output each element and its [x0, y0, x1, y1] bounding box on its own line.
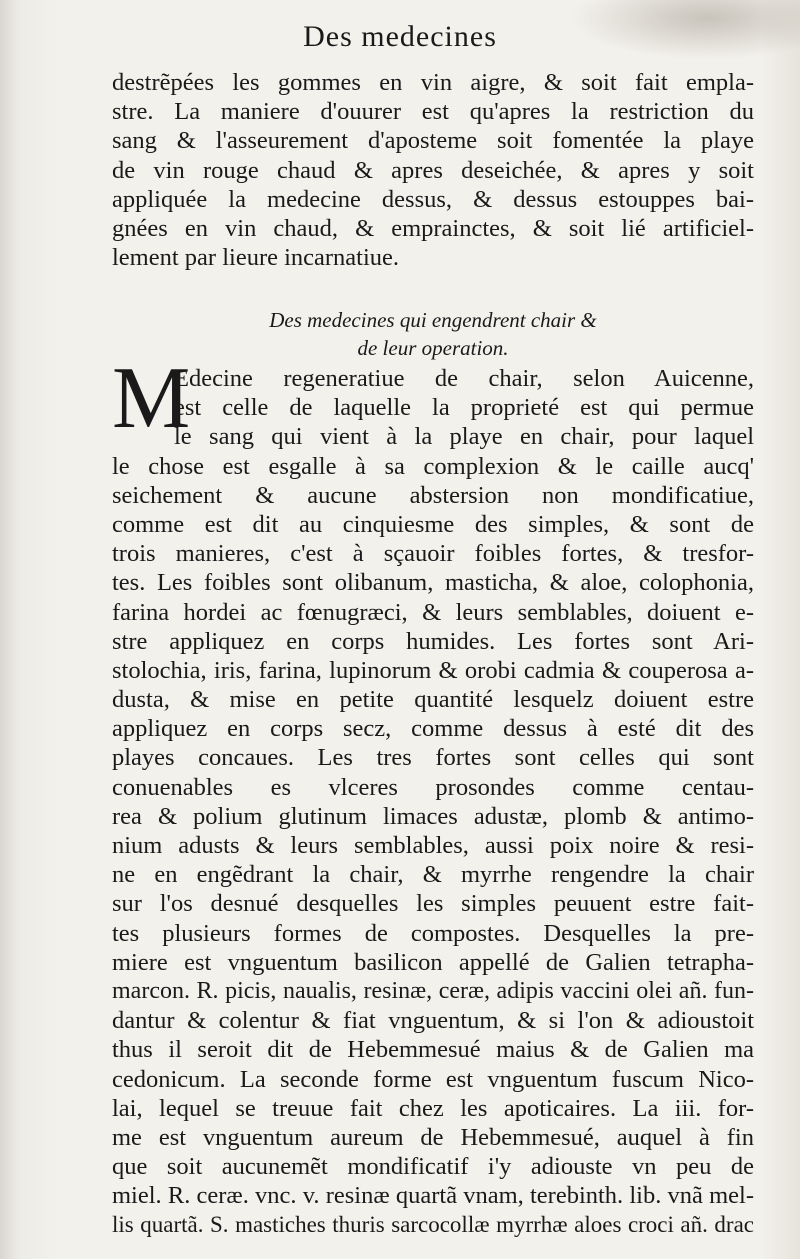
- text-line: farina hordei ac fœnugræci, & leurs semblables, doiuent e-: [112, 598, 754, 626]
- text-line: appliquez en corps secz, comme dessus à esté dit des: [112, 715, 754, 743]
- text-line: lai, lequel se treuue fait chez les apoticaires. La iii. for-: [112, 1094, 754, 1122]
- section-heading: [112, 306, 754, 362]
- section-heading-line: de leur operation.: [357, 336, 509, 360]
- text-line: tes. Les foibles sont olibanum, masticha, & aloe, colophonia,: [112, 569, 754, 597]
- text-line: rea & polium glutinum limaces adustæ, plomb & antimo-: [112, 802, 754, 830]
- text-line: stre. La maniere d'ouurer est qu'apres la restriction du: [112, 98, 754, 126]
- paragraph-1: [112, 68, 754, 272]
- running-head: Des medecines: [303, 20, 497, 53]
- text-line: sang & l'asseurement d'aposteme soit fomentée la playe: [112, 127, 754, 155]
- drop-cap: M: [112, 350, 191, 447]
- text-line: ne en engẽdrant la chair, & myrrhe rengendre la chair: [112, 861, 754, 889]
- text-line: dantur & colentur & fiat vnguentum, & si l'on & adioustoit: [112, 1007, 754, 1035]
- text-line: stre appliquez en corps humides. Les fortes sont Ari-: [112, 627, 754, 655]
- text-line: le chose est esgalle à sa complexion & le caille aucq': [112, 452, 754, 480]
- text-line: miel. R. ceræ. vnc. v. resinæ quartã vnam, terebinth. lib. vnã mel-: [112, 1182, 754, 1210]
- text-line: est celle de laquelle la proprieté est qui permue: [174, 394, 754, 422]
- text-line: lis quartã. S. mastiches thuris sarcocollæ myrrhæ aloes croci añ. drac: [112, 1212, 754, 1238]
- text-line: lement par lieure incarnatiue.: [112, 244, 400, 272]
- text-line: stolochia, iris, farina, lupinorum & orobi cadmia & couperosa a-: [112, 656, 754, 684]
- text-line: seichement & aucune abstersion non mondificatiue,: [112, 481, 754, 509]
- text-line: Edecine regeneratiue de chair, selon Auicenne,: [174, 365, 754, 392]
- text-line: trois manieres, c'est à sçauoir foibles fortes, & tresfor-: [112, 540, 754, 568]
- text-line: miere est vnguentum basilicon appellé de Galien tetrapha-: [112, 948, 754, 976]
- text-line: comme est dit au cinquiesme des simples, & sont de: [112, 510, 754, 538]
- text-line: thus il seroit dit de Hebemmesué maius & de Galien ma: [112, 1036, 754, 1064]
- text-line: conuenables es vlceres prosondes comme centau-: [112, 773, 754, 801]
- text-line: me est vnguentum aureum de Hebemmesué, auquel à fin: [112, 1123, 754, 1151]
- text-line: tes plusieurs formes de compostes. Desquelles la pre-: [112, 919, 754, 947]
- text-line: que soit aucunemẽt mondificatif i'y adiouste vn peu de: [112, 1153, 754, 1181]
- text-line: nium adusts & leurs semblables, aussi poix noire & resi-: [112, 832, 754, 859]
- text-line: appliquée la medecine dessus, & dessus estouppes bai-: [112, 185, 754, 213]
- text-line: le sang qui vient à la playe en chair, pour laquel: [174, 423, 754, 451]
- text-line: destrẽpées les gommes en vin aigre, & soit fait empla-: [112, 69, 754, 96]
- text-line: sur l'os desnué desquelles les simples peuuent estre fait-: [112, 890, 754, 918]
- text-line: gnées en vin chaud, & emprainctes, & soit lié artificiel-: [112, 214, 754, 242]
- section-heading-line: Des medecines qui engendrent chair &: [269, 308, 597, 332]
- text-line: marcon. R. picis, naualis, resinæ, ceræ, adipis vaccini olei añ. fun-: [112, 977, 754, 1004]
- text-line: cedonicum. La seconde forme est vnguentum fuscum Nico-: [112, 1065, 754, 1093]
- text-line: dusta, & mise en petite quantité lesquelz doiuent estre: [112, 686, 754, 714]
- text-line: de vin rouge chaud & apres deseichée, & apres y soit: [112, 156, 754, 184]
- text-line: playes concaues. Les tres fortes sont celles qui sont: [112, 744, 754, 772]
- paragraph-2: [112, 350, 754, 1240]
